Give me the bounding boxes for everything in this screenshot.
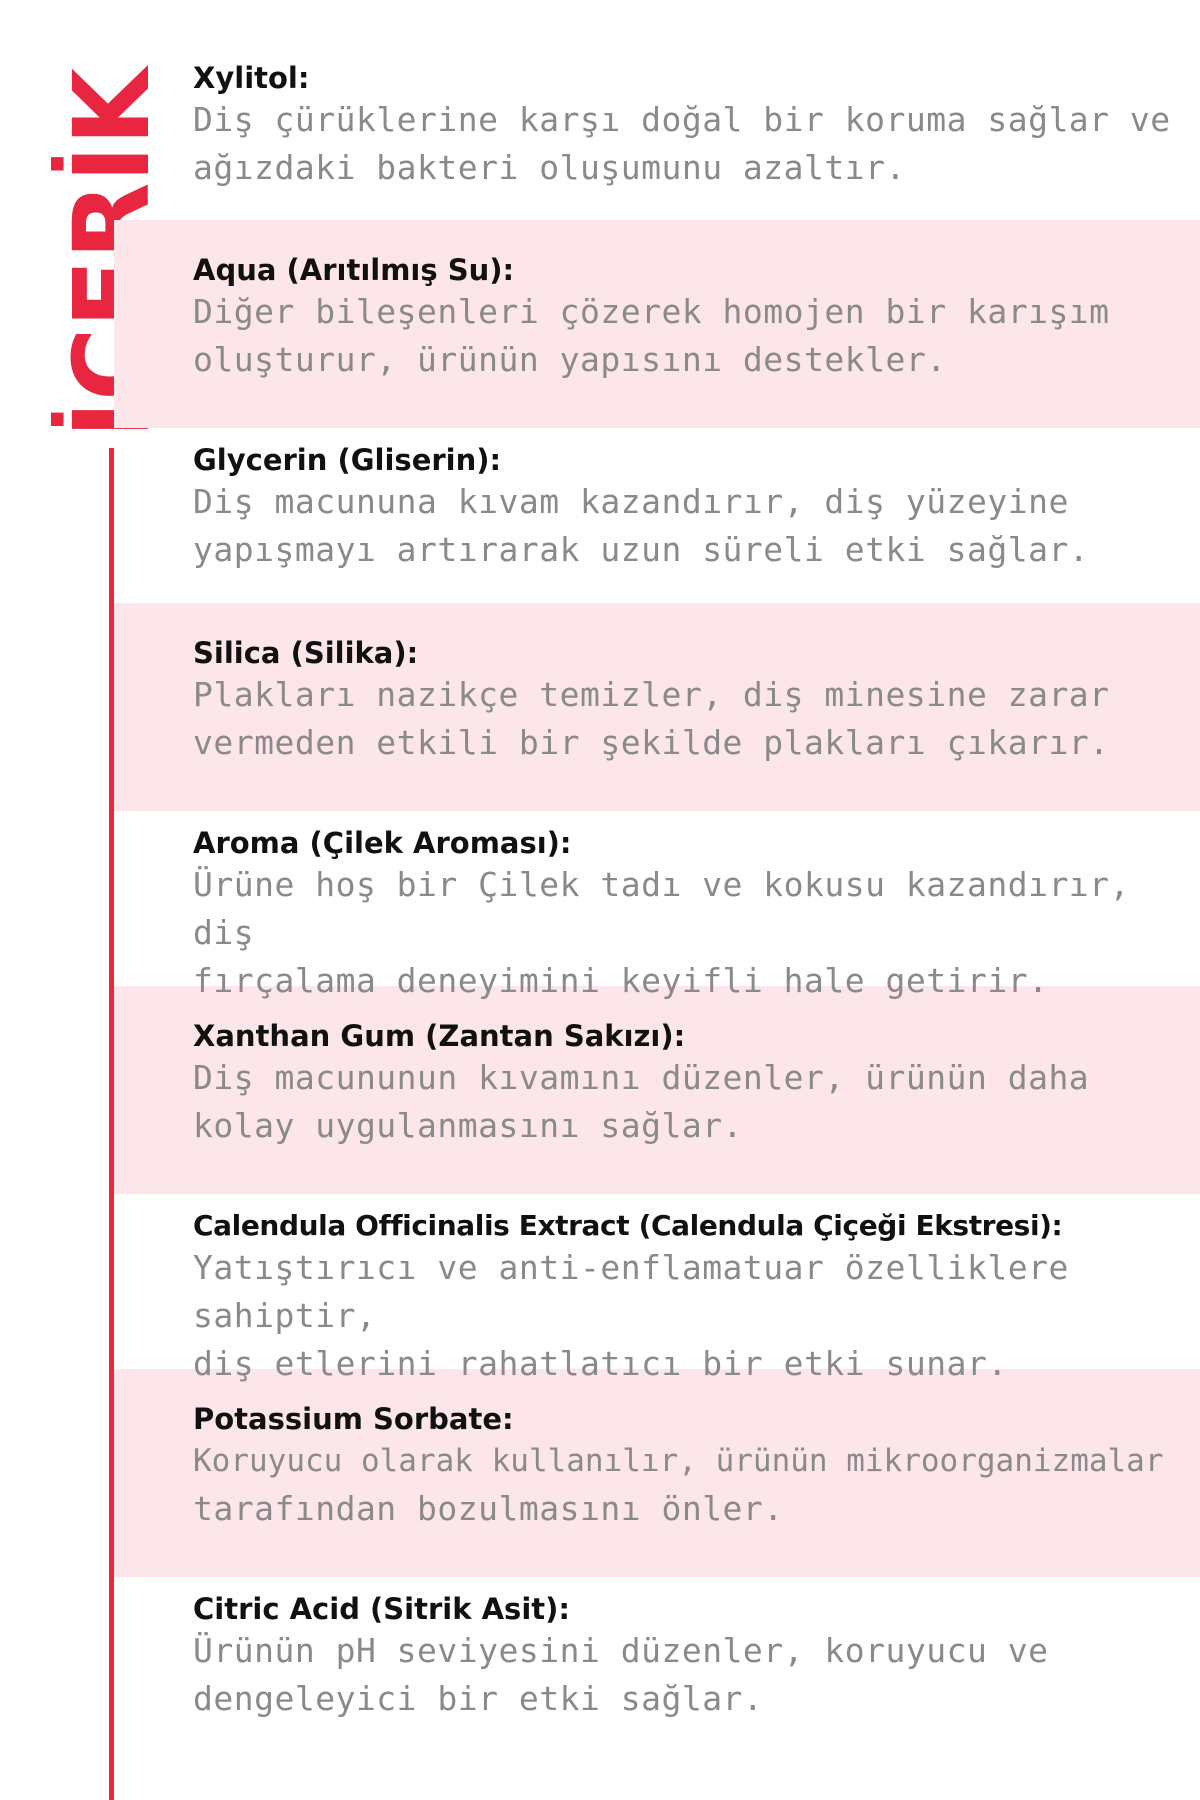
ingredient-item-xylitol [114,28,1200,220]
ingredient-name: Aroma (Çilek Aroması): [193,826,572,860]
ingredient-description: diş etlerini rahatlatıcı bir etki sunar. [193,1344,1008,1383]
ingredient-description: tarafından bozulmasını önler. [193,1489,784,1528]
ingredient-item-aroma [114,811,1200,1000]
ingredient-description: dengeleyici bir etki sağlar. [193,1679,764,1718]
ingredient-name: Silica (Silika): [193,636,419,670]
ingredient-description: Diş macununa kıvam kazandırır, diş yüzeyine [193,482,1069,521]
ingredient-item-citric-acid [114,1577,1200,1777]
ingredient-name: Citric Acid (Sitrik Asit): [193,1592,570,1626]
ingredient-description: Koruyucu olarak kullanılır, ürünün mikroorganizmalar [193,1443,1164,1479]
ingredient-description: vermeden etkili bir şekilde plakları çıkarır. [193,723,1110,762]
ingredient-name: Potassium Sorbate: [193,1402,514,1436]
ingredient-description: ağızdaki bakteri oluşumunu azaltır. [193,148,906,187]
ingredient-description: Diş çürüklerine karşı doğal bir koruma sağlar ve [193,100,1171,139]
ingredient-item-aqua [114,220,1200,428]
ingredient-description: kolay uygulanmasını sağlar. [193,1106,743,1145]
ingredient-description: yapışmayı artırarak uzun süreli etki sağlar. [193,530,1090,569]
ingredient-item-calendula [114,1194,1200,1383]
ingredient-description: fırçalama deneyimini keyifli hale getirir. [193,961,1049,1000]
ingredient-description: Ürünün pH seviyesini düzenler, koruyucu ve [193,1631,1049,1670]
ingredient-description: Ürüne hoş bir Çilek tadı ve kokusu kazandırır, diş [193,865,1130,952]
ingredient-description: oluşturur, ürünün yapısını destekler. [193,340,947,379]
ingredient-item-xanthan-gum [114,986,1200,1194]
ingredient-item-silica [114,603,1200,811]
ingredient-description: Plakları nazikçe temizler, diş minesine zarar [193,675,1110,714]
ingredient-item-potassium-sorbate [114,1369,1200,1577]
page-title-text: İÇERİK [51,52,173,438]
ingredient-name: Xanthan Gum (Zantan Sakızı): [193,1019,686,1053]
ingredient-item-glycerin [114,428,1200,603]
ingredient-name: Glycerin (Gliserin): [193,443,502,477]
ingredient-description: Yatıştırıcı ve anti-enflamatuar özelliklere sahiptir, [193,1248,1069,1335]
ingredient-name: Calendula Officinalis Extract (Calendula Çiçeği Ekstresi): [193,1209,1063,1242]
ingredient-list [114,28,1200,1777]
ingredient-name: Xylitol: [193,61,310,95]
ingredient-description: Diş macununun kıvamını düzenler, ürünün daha [193,1058,1090,1097]
ingredient-description: Diğer bileşenleri çözerek homojen bir karışım [193,292,1110,331]
ingredient-name: Aqua (Arıtılmış Su): [193,253,515,287]
